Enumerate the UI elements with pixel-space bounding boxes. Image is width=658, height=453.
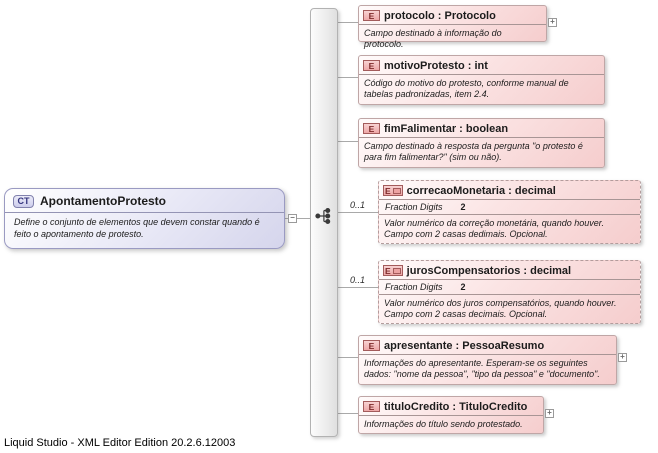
element-title-row bbox=[379, 261, 640, 280]
element-box-juroscompensatorios[interactable] bbox=[378, 260, 641, 324]
element-title: correcaoMonetaria : decimal bbox=[406, 184, 556, 197]
connector-line bbox=[338, 141, 358, 142]
element-badge-letter: E bbox=[368, 401, 375, 412]
expand-toggle-apresentante[interactable]: + bbox=[618, 353, 627, 362]
element-title: jurosCompensatorios : decimal bbox=[406, 264, 572, 277]
element-badge-letter: E bbox=[368, 123, 375, 134]
element-title: motivoProtesto : int bbox=[384, 59, 488, 72]
connector-line bbox=[338, 287, 378, 288]
element-badge bbox=[363, 10, 380, 21]
element-badge-letter: E bbox=[385, 185, 391, 196]
element-box-titulocredito[interactable] bbox=[358, 396, 544, 434]
sequence-icon bbox=[314, 205, 336, 227]
element-box-fimfalimentar[interactable] bbox=[358, 118, 605, 168]
facet-row bbox=[379, 280, 640, 295]
facet-row bbox=[379, 200, 640, 215]
connector-line bbox=[338, 77, 358, 78]
element-box-correcaomonetaria[interactable] bbox=[378, 180, 641, 244]
element-badge bbox=[363, 60, 380, 71]
element-title-row bbox=[359, 336, 616, 355]
complex-type-description: Define o conjunto de elementos que devem constar quando é feito o apontamento de protesto. bbox=[14, 217, 260, 239]
optional-dash-icon bbox=[393, 268, 401, 274]
element-badge bbox=[363, 123, 380, 134]
element-box-motivoprotesto[interactable] bbox=[358, 55, 605, 105]
element-title: tituloCredito : TituloCredito bbox=[384, 400, 528, 413]
element-badge-letter: E bbox=[368, 340, 375, 351]
connector-line bbox=[338, 212, 378, 213]
facet-value: 2 bbox=[460, 282, 466, 292]
element-description: Código do motivo do protesto, conforme manual de tabelas padronizadas, item 2.4. bbox=[364, 78, 569, 100]
element-description: Valor numérico da correção monetária, quando houver. Campo com 2 casas dedimais. Opcional. bbox=[384, 218, 604, 240]
element-title-row bbox=[359, 397, 543, 416]
footer-branding: Liquid Studio - XML Editor Edition 20.2.6.12003 bbox=[4, 437, 236, 449]
connector-line bbox=[338, 22, 358, 23]
element-description: Informações do título sendo protestado. bbox=[364, 419, 523, 429]
element-box-protocolo[interactable] bbox=[358, 5, 547, 50]
element-badge-letter: E bbox=[385, 265, 391, 276]
complex-type-title: ApontamentoProtesto bbox=[40, 194, 166, 208]
collapse-toggle[interactable]: − bbox=[288, 214, 297, 223]
expand-toggle-titulocredito[interactable]: + bbox=[545, 409, 554, 418]
element-badge bbox=[363, 401, 380, 412]
connector-line bbox=[338, 413, 358, 414]
element-description: Campo destinado à resposta da pergunta "o protesto é para fim falimentar?" (sim ou não). bbox=[364, 141, 583, 163]
element-badge-letter: E bbox=[368, 60, 375, 71]
cardinality-label: 0..1 bbox=[350, 200, 366, 210]
element-title-row bbox=[359, 6, 546, 25]
connector-line bbox=[338, 357, 358, 358]
element-title: protocolo : Protocolo bbox=[384, 9, 496, 22]
element-badge-optional bbox=[383, 265, 403, 276]
facet-label: Fraction Digits bbox=[385, 282, 443, 292]
element-box-apresentante[interactable] bbox=[358, 335, 617, 385]
element-description: Valor numérico dos juros compensatórios, quando houver. Campo com 2 casas decimais. Opcional. bbox=[384, 298, 617, 320]
optional-dash-icon bbox=[393, 188, 401, 194]
element-title-row bbox=[359, 56, 604, 75]
complex-type-box-apontamentoprotesto[interactable] bbox=[4, 188, 285, 249]
element-description: Campo destinado à informação do protocolo. bbox=[364, 28, 502, 50]
expand-toggle-protocolo[interactable]: + bbox=[548, 18, 557, 27]
complex-type-badge: CT bbox=[13, 195, 34, 208]
element-badge-optional bbox=[383, 185, 403, 196]
facet-value: 2 bbox=[460, 202, 466, 212]
facet-label: Fraction Digits bbox=[385, 202, 443, 212]
element-title: apresentante : PessoaResumo bbox=[384, 339, 545, 352]
cardinality-label: 0..1 bbox=[350, 275, 366, 285]
element-title-row bbox=[359, 119, 604, 138]
element-title-row bbox=[379, 181, 640, 200]
element-badge-letter: E bbox=[368, 10, 375, 21]
element-badge bbox=[363, 340, 380, 351]
element-title: fimFalimentar : boolean bbox=[384, 122, 509, 135]
complex-type-title-row bbox=[5, 189, 284, 213]
element-description: Informações do apresentante. Esperam-se os seguintes dados: "nome da pessoa", "tipo da pessoa" e "documento". bbox=[364, 358, 600, 380]
